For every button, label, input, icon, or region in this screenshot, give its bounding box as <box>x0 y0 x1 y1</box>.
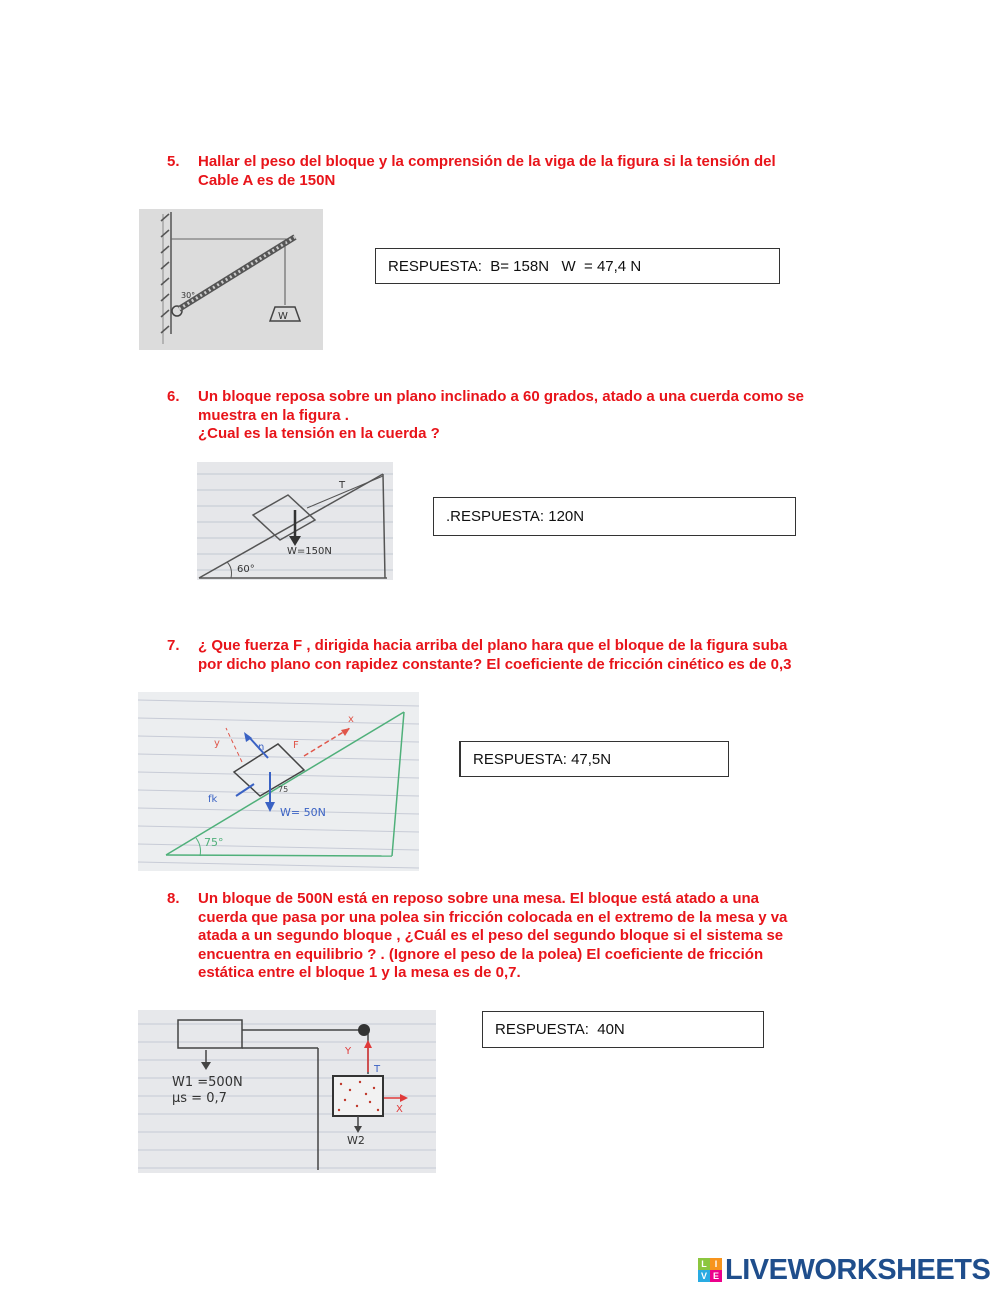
figure-label: W=150N <box>287 546 332 557</box>
question-text-line: atada a un segundo bloque , ¿Cuál es el peso del segundo bloque si el sistema se <box>198 927 784 944</box>
figure-label: X <box>396 1104 403 1115</box>
figure-label: x <box>348 714 354 725</box>
figure-label: Y <box>345 1046 352 1057</box>
figure-incline-rope <box>197 462 393 580</box>
question-number: 6. <box>167 388 180 405</box>
question-text-line: Un bloque reposa sobre un plano inclinado a 60 grados, atado a una cuerda como se <box>198 388 804 405</box>
figure-label: W1 =500N <box>172 1075 243 1090</box>
figure-incline-force <box>138 692 419 871</box>
figure-label: F <box>293 740 299 751</box>
liveworksheets-logo <box>698 1255 990 1285</box>
figure-table-pulley <box>138 1010 436 1173</box>
question-text-line: ¿Cual es la tensión en la cuerda ? <box>198 425 440 442</box>
figure-label: T <box>339 480 346 491</box>
question-text-line: estática entre el bloque 1 y la mesa es de 0,7. <box>198 964 521 981</box>
question-text-line: Cable A es de 150N <box>198 171 336 189</box>
logo-text: LIVEWORKSHEETS <box>725 1253 991 1286</box>
question-text-line: por dicho plano con rapidez constante? El coeficiente de fricción cinético es de 0,3 <box>198 655 792 673</box>
figure-label: W2 <box>347 1134 365 1147</box>
question-text-line: ¿ Que fuerza F , dirigida hacia arriba del plano hara que el bloque de la figura suba <box>198 637 788 654</box>
question-number: 5. <box>167 153 180 170</box>
figure-beam-cable <box>139 209 323 350</box>
question-number: 8. <box>167 890 180 907</box>
logo-mark-icon: L I V E <box>698 1258 722 1282</box>
figure-label: T <box>374 1064 381 1075</box>
figure-label: 30° <box>181 291 196 300</box>
figure-label: μs = 0,7 <box>172 1091 227 1106</box>
question-text-line: Hallar el peso del bloque y la comprensión de la viga de la figura si la tensión del <box>198 153 776 170</box>
figure-label: y <box>214 738 220 749</box>
question-text-line: Un bloque de 500N está en reposo sobre una mesa. El bloque está atado a una <box>198 890 759 907</box>
answer-box-7[interactable]: RESPUESTA: 47,5N <box>459 741 729 777</box>
question-text-line: cuerda que pasa por una polea sin fricción colocada en el extremo de la mesa y va <box>198 908 788 926</box>
question-number: 7. <box>167 637 180 654</box>
question-text-line: encuentra en equilibrio ? . (Ignore el peso de la polea) El coeficiente de fricción <box>198 945 764 963</box>
figure-label: 60° <box>237 564 255 575</box>
figure-label: W= 50N <box>280 806 326 819</box>
figure-label: fk <box>208 794 218 805</box>
figure-label: 75° <box>204 836 224 849</box>
figure-label: W <box>278 311 288 322</box>
answer-box-8[interactable]: RESPUESTA: 40N <box>482 1011 764 1048</box>
answer-box-6[interactable]: .RESPUESTA: 120N <box>433 497 796 536</box>
question-text-line: muestra en la figura . <box>198 406 349 424</box>
answer-box-5[interactable]: RESPUESTA: B= 158N W = 47,4 N <box>375 248 780 284</box>
figure-label: n <box>258 742 265 753</box>
figure-label: 75 <box>278 785 289 794</box>
